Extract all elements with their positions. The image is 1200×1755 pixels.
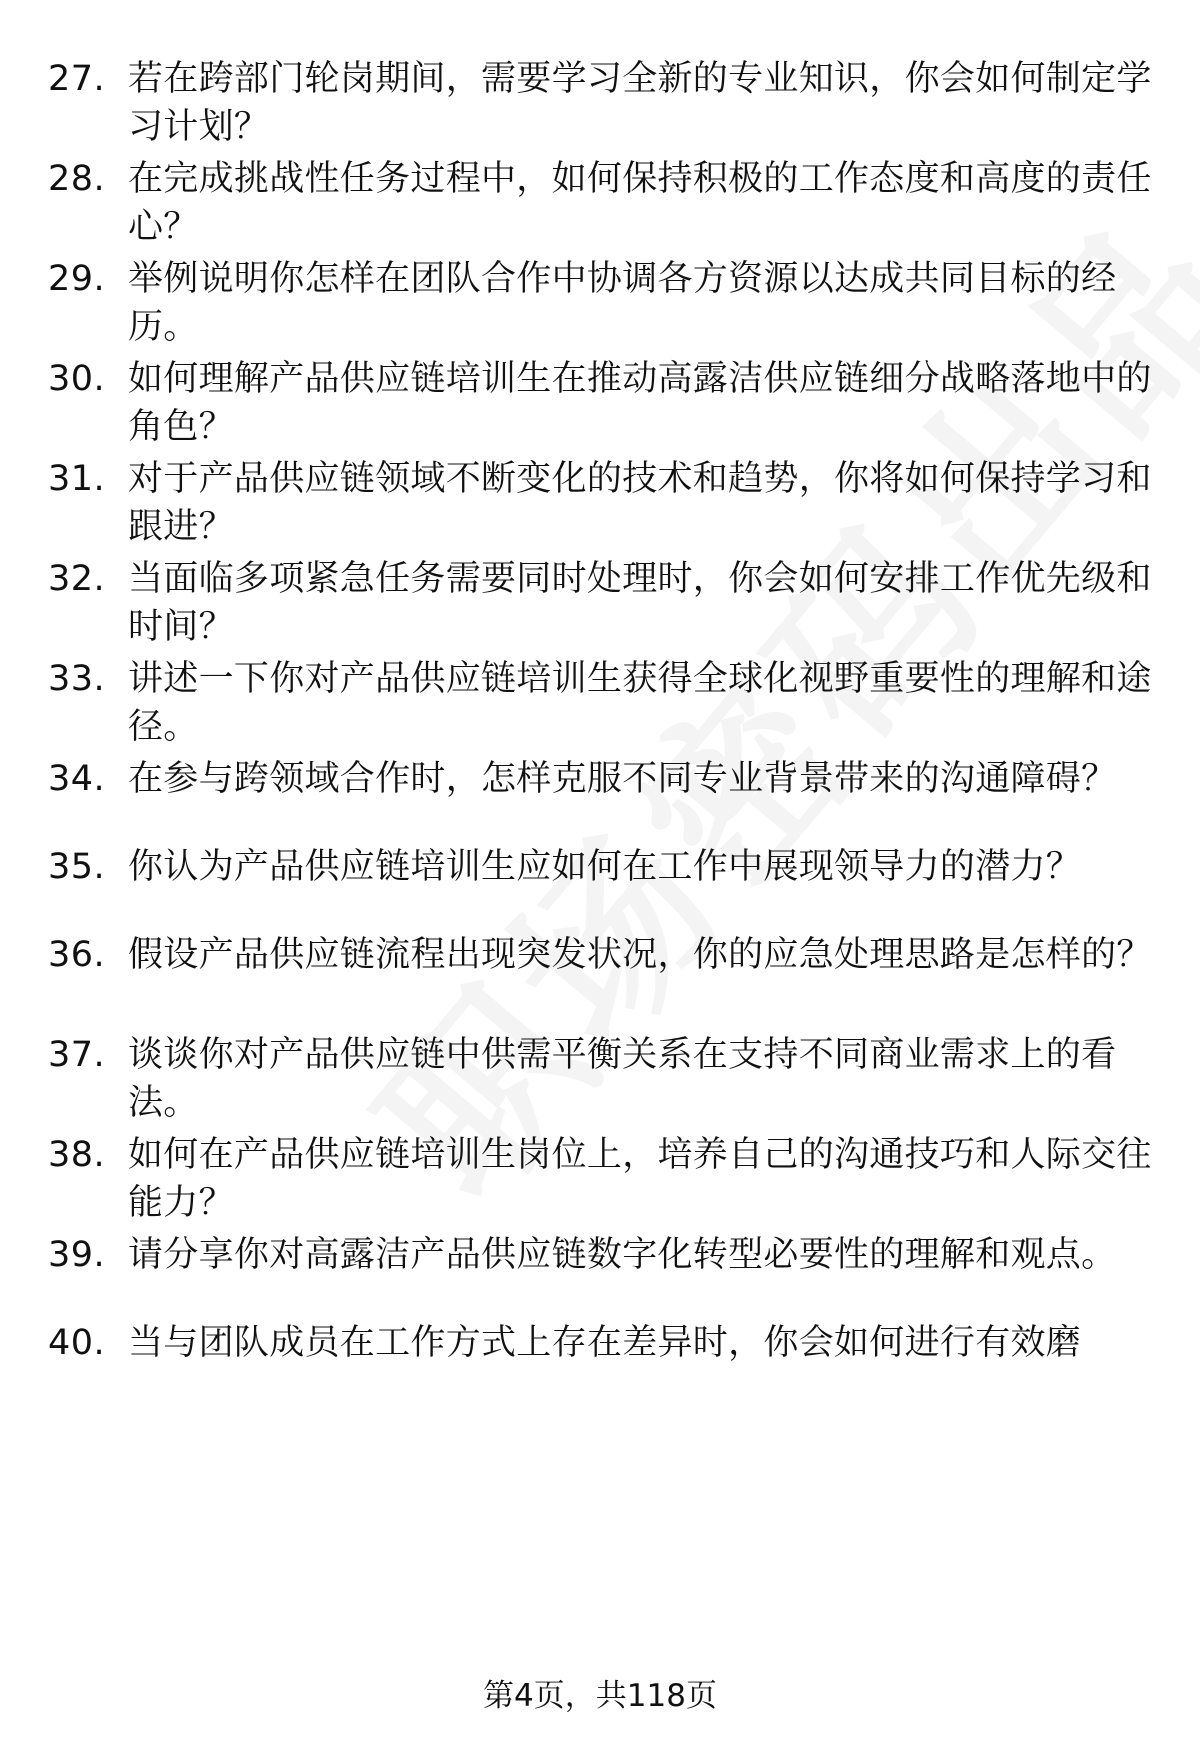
item-text: 对于产品供应链领域不断变化的技术和趋势，你将如何保持学习和跟进？ — [128, 459, 1152, 547]
item-text: 你认为产品供应链培训生应如何在工作中展现领导力的潜力？ — [128, 847, 1082, 887]
item-number: 40. — [48, 1323, 106, 1363]
page-number: 第4页，共118页 — [483, 1678, 717, 1714]
item-text: 在参与跨领域合作时，怎样克服不同专业背景带来的沟通障碍？ — [128, 759, 1117, 799]
list-item — [48, 455, 1158, 555]
item-text: 请分享你对高露洁产品供应链数字化转型必要性的理解和观点。 — [128, 1235, 1117, 1275]
item-number: 37. — [48, 1035, 106, 1075]
item-text: 讲述一下你对产品供应链培训生获得全球化视野重要性的理解和途径。 — [128, 659, 1152, 747]
item-number: 31. — [48, 459, 106, 499]
item-number: 35. — [48, 847, 106, 887]
item-text: 如何在产品供应链培训生岗位上，培养自己的沟通技巧和人际交往能力？ — [128, 1135, 1152, 1223]
list-item — [48, 1231, 1158, 1319]
list-item — [48, 655, 1158, 755]
list-item — [48, 1319, 1158, 1407]
item-number: 36. — [48, 935, 106, 975]
item-number: 32. — [48, 559, 106, 599]
list-item — [48, 1131, 1158, 1231]
list-item — [48, 931, 1158, 1031]
list-item — [48, 755, 1158, 843]
list-item — [48, 55, 1158, 155]
list-item — [48, 155, 1158, 255]
list-item — [48, 355, 1158, 455]
list-item — [48, 555, 1158, 655]
item-number: 39. — [48, 1235, 106, 1275]
item-text: 在完成挑战性任务过程中，如何保持积极的工作态度和高度的责任心？ — [128, 159, 1152, 247]
list-item — [48, 843, 1158, 931]
item-number: 29. — [48, 259, 106, 299]
item-text: 当面临多项紧急任务需要同时处理时，你会如何安排工作优先级和时间？ — [128, 559, 1152, 647]
item-number: 38. — [48, 1135, 106, 1175]
item-text: 假设产品供应链流程出现突发状况，你的应急处理思路是怎样的？ — [128, 935, 1152, 975]
item-number: 27. — [48, 59, 106, 99]
item-text: 举例说明你怎样在团队合作中协调各方资源以达成共同目标的经历。 — [128, 259, 1117, 347]
item-text: 若在跨部门轮岗期间，需要学习全新的专业知识，你会如何制定学习计划？ — [128, 59, 1152, 147]
list-item — [48, 1031, 1158, 1131]
item-text: 如何理解产品供应链培训生在推动高露洁供应链细分战略落地中的角色？ — [128, 359, 1152, 447]
list-item — [48, 255, 1158, 355]
item-number: 33. — [48, 659, 106, 699]
question-list — [48, 55, 1158, 1407]
item-number: 30. — [48, 359, 106, 399]
item-number: 28. — [48, 159, 106, 199]
item-number: 34. — [48, 759, 106, 799]
item-text: 谈谈你对产品供应链中供需平衡关系在支持不同商业需求上的看法。 — [128, 1035, 1117, 1123]
item-text: 当与团队成员在工作方式上存在差异时，你会如何进行有效磨 — [128, 1323, 1082, 1363]
